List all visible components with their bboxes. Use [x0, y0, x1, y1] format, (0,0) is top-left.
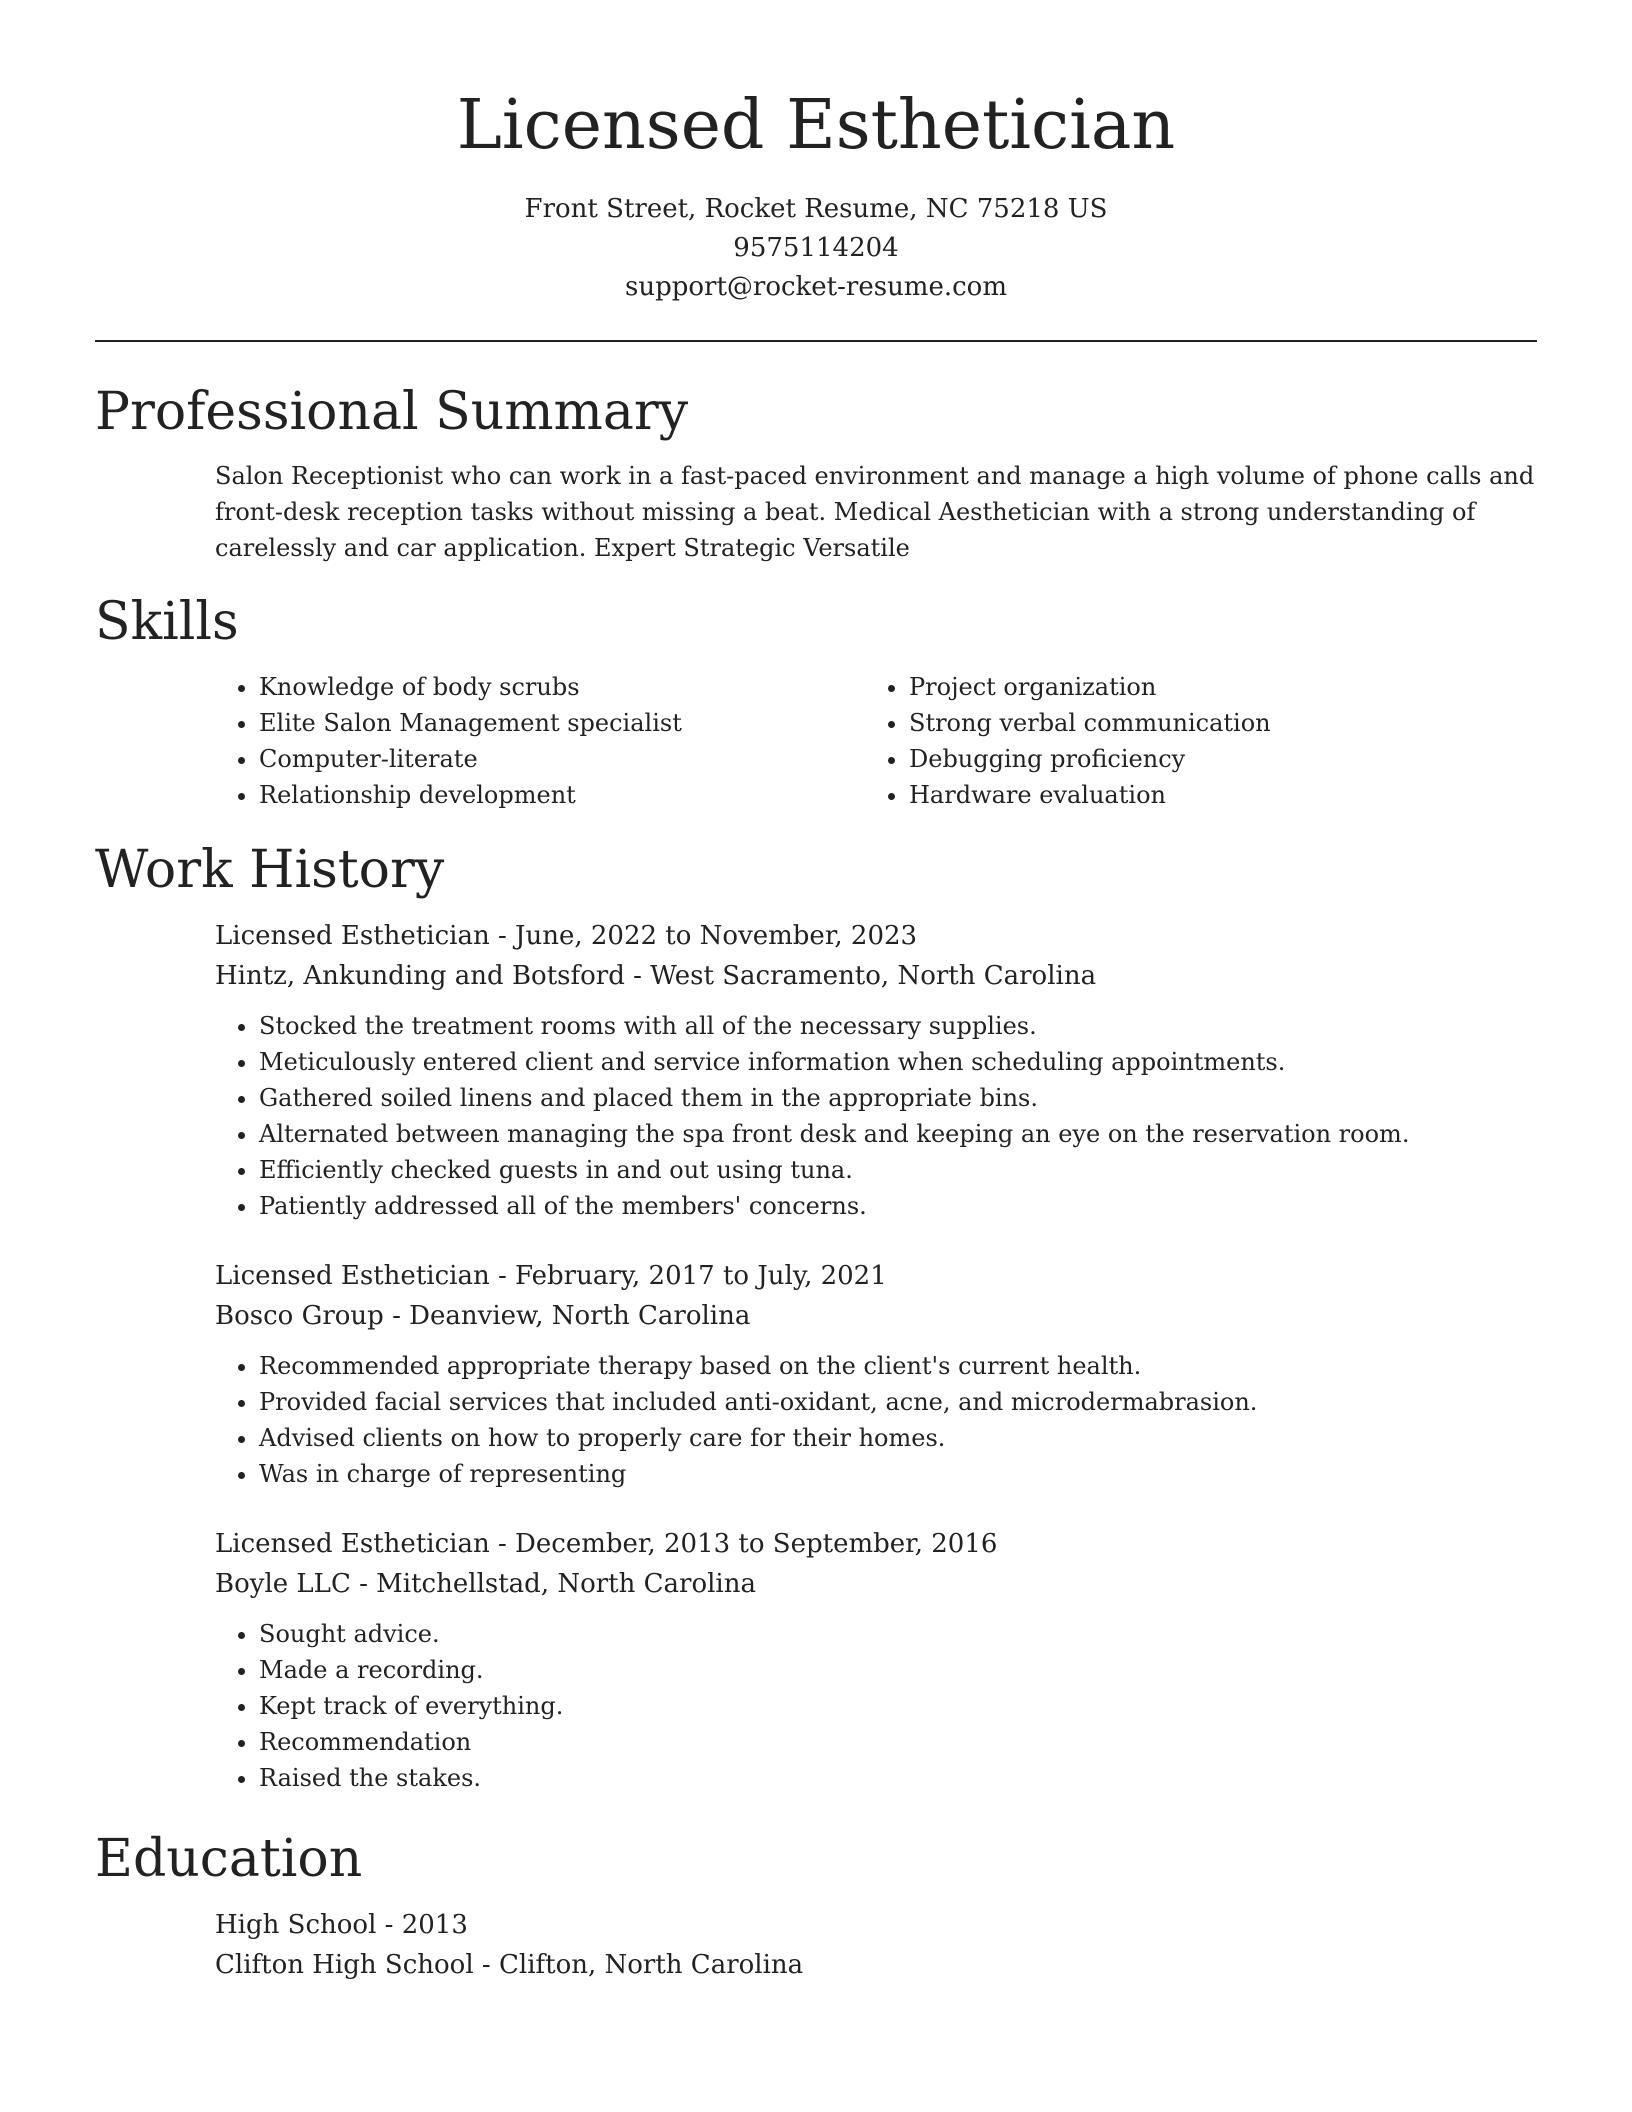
skills-column-right — [865, 669, 1515, 813]
job-company-line — [215, 1296, 1535, 1336]
education-degree-line — [215, 1905, 1535, 1945]
skill-item: • Elite Salon Management specialist — [259, 705, 865, 741]
summary-heading: Professional Summary — [95, 382, 689, 442]
job-company: Bosco Group — [215, 1301, 384, 1331]
job-duty: • Efficiently checked guests in and out using tuna. — [259, 1152, 1535, 1188]
job-duty: • Provided facial services that included anti-oxidant, acne, and microdermabrasion. — [259, 1384, 1535, 1420]
job-duties-list — [215, 1008, 1535, 1224]
work-history-heading: Work History — [95, 840, 445, 900]
contact-info — [0, 190, 1632, 307]
separator: - — [489, 1261, 516, 1291]
job-duty: • Was in charge of representing — [259, 1456, 1535, 1492]
job-role: Licensed Esthetician — [215, 921, 490, 951]
skill-item: • Debugging proficiency — [909, 741, 1515, 777]
separator: - — [624, 961, 651, 991]
header-divider — [95, 340, 1537, 342]
job-duties-list — [215, 1616, 1535, 1796]
skill-item: • Knowledge of body scrubs — [259, 669, 865, 705]
job-dates: February, 2017 to July, 2021 — [515, 1261, 887, 1291]
education-year: 2013 — [401, 1910, 468, 1940]
job-duty: • Raised the stakes. — [259, 1760, 1535, 1796]
separator: - — [489, 921, 516, 951]
skill-item: • Relationship development — [259, 777, 865, 813]
job-duty: • Patiently addressed all of the members' concerns. — [259, 1188, 1535, 1224]
skills-list-right — [865, 669, 1515, 813]
skill-item: • Strong verbal communication — [909, 705, 1515, 741]
job-company: Boyle LLC — [215, 1569, 351, 1599]
separator: - — [350, 1569, 377, 1599]
skill-item: • Project organization — [909, 669, 1515, 705]
education-entry — [215, 1905, 1535, 1985]
job-location: Mitchellstad, North Carolina — [376, 1569, 756, 1599]
education-degree: High School — [215, 1910, 377, 1940]
job-duty: • Recommended appropriate therapy based on the client's current health. — [259, 1348, 1535, 1384]
skills-heading: Skills — [95, 592, 239, 652]
job-duty: • Made a recording. — [259, 1652, 1535, 1688]
job-duty: • Meticulously entered client and service information when scheduling appointments. — [259, 1044, 1535, 1080]
job-duties-list — [215, 1348, 1535, 1492]
contact-address: Front Street, Rocket Resume, NC 75218 US — [524, 194, 1108, 224]
skills-column-left — [215, 669, 865, 813]
job-location: Deanview, North Carolina — [409, 1301, 751, 1331]
job-title-line — [215, 916, 1535, 956]
skill-item: • Computer-literate — [259, 741, 865, 777]
job-duty: • Kept track of everything. — [259, 1688, 1535, 1724]
job-title-line — [215, 1256, 1535, 1296]
job-role: Licensed Esthetician — [215, 1529, 490, 1559]
skills-columns — [215, 669, 1535, 813]
job-duty: • Stocked the treatment rooms with all of the necessary supplies. — [259, 1008, 1535, 1044]
summary-section — [215, 458, 1535, 566]
separator: - — [473, 1950, 499, 1980]
job-role: Licensed Esthetician — [215, 1261, 490, 1291]
job-company-line — [215, 1564, 1535, 1604]
job-duty: • Gathered soiled linens and placed them in the appropriate bins. — [259, 1080, 1535, 1116]
job-duty: • Recommendation — [259, 1724, 1535, 1760]
job-duty: • Sought advice. — [259, 1616, 1535, 1652]
resume-header — [0, 84, 1632, 307]
contact-phone: 9575114204 — [733, 233, 899, 263]
education-heading: Education — [95, 1829, 363, 1889]
skill-item: • Hardware evaluation — [909, 777, 1515, 813]
job-entry — [215, 1524, 1535, 1796]
separator: - — [383, 1301, 410, 1331]
contact-email: support@rocket-resume.com — [624, 272, 1007, 302]
education-school: Clifton High School — [215, 1950, 474, 1980]
separator: - — [376, 1910, 402, 1940]
skills-section — [215, 669, 1535, 813]
summary-text: Salon Receptionist who can work in a fast-paced environment and manage a high volume of phone calls and front-desk reception tasks without missing a beat. Medical Aesthetician with a strong understanding of carelessly and car application. Expert Strategic Versatile — [215, 462, 1535, 562]
education-location: Clifton, North Carolina — [498, 1950, 804, 1980]
candidate-name: Licensed Esthetician — [456, 86, 1176, 165]
education-school-line — [215, 1945, 1535, 1985]
job-entry — [215, 916, 1535, 1224]
job-company-line — [215, 956, 1535, 996]
job-duty: • Alternated between managing the spa front desk and keeping an eye on the reservation room. — [259, 1116, 1535, 1152]
job-company: Hintz, Ankunding and Botsford — [215, 961, 625, 991]
job-entry — [215, 1256, 1535, 1492]
job-dates: December, 2013 to September, 2016 — [515, 1529, 998, 1559]
skills-list-left — [215, 669, 865, 813]
job-dates: June, 2022 to November, 2023 — [515, 921, 918, 951]
job-title-line — [215, 1524, 1535, 1564]
separator: - — [489, 1529, 516, 1559]
job-duty: • Advised clients on how to properly care for their homes. — [259, 1420, 1535, 1456]
job-location: West Sacramento, North Carolina — [650, 961, 1097, 991]
